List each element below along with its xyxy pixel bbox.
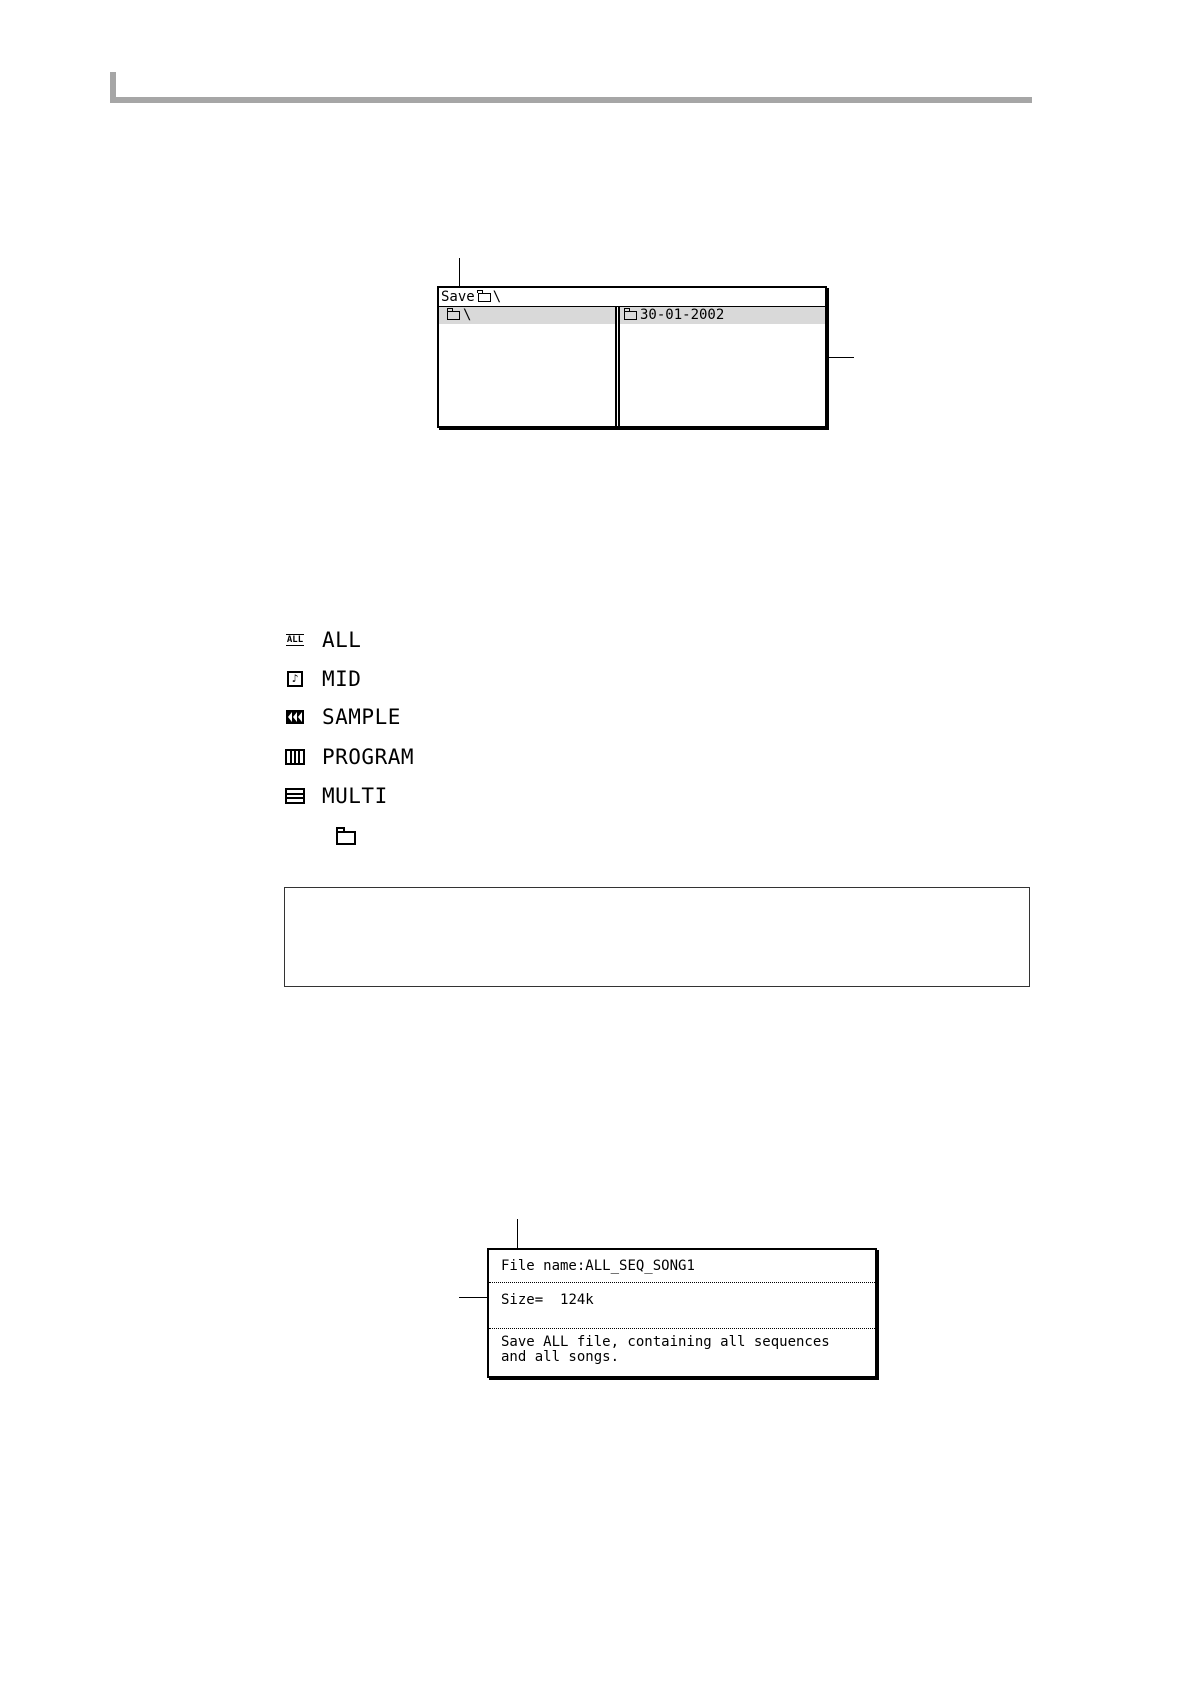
file-type-multi [285,783,388,809]
file-type-label: SAMPLE [322,705,401,729]
path-symbol: \ [492,289,502,305]
save-title-label: Save [441,289,475,305]
file-name-value[interactable]: ALL_SEQ_SONG1 [585,1258,695,1274]
program-icon [285,748,305,766]
right-pane[interactable] [620,307,825,426]
header-rule [110,97,1032,103]
size-label: Size= [501,1292,544,1308]
sample-icon [285,708,305,726]
save-screen-title-bar [441,288,501,306]
file-info-screen [487,1248,877,1378]
description [501,1335,830,1365]
dotted-separator [489,1328,875,1329]
save-screen [437,286,827,428]
pane-divider [615,307,617,426]
folder-icon [336,830,356,849]
note-box [284,887,1030,987]
file-type-label: ALL [322,628,362,652]
size-row [501,1292,594,1308]
description-line-1: Save ALL file, containing all sequences [501,1334,830,1350]
dotted-separator [489,1282,875,1283]
file-name-row [501,1258,695,1274]
file-type-sample [285,704,401,730]
right-pane-entry-label: 30-01-2002 [640,307,725,323]
folder-icon [478,293,491,302]
multi-icon [285,787,305,805]
folder-icon [447,311,460,320]
file-name-label: File name: [501,1258,586,1274]
file-type-mid [285,666,361,692]
left-pane-selected-entry[interactable] [439,307,615,324]
left-pane[interactable] [439,307,615,426]
file-type-all [285,627,361,653]
left-pane-entry-label: \ [463,307,472,323]
right-pane-selected-entry[interactable] [620,307,825,324]
mid-icon: ♪ [285,670,305,688]
folder-icon [624,311,637,320]
file-type-label: MULTI [322,784,388,808]
file-type-label: PROGRAM [322,745,415,769]
file-type-label: MID [322,667,362,691]
all-icon: ALL [286,635,304,645]
description-line-2: and all songs. [501,1349,620,1365]
size-value: 124k [560,1292,594,1308]
file-type-program [285,744,414,770]
